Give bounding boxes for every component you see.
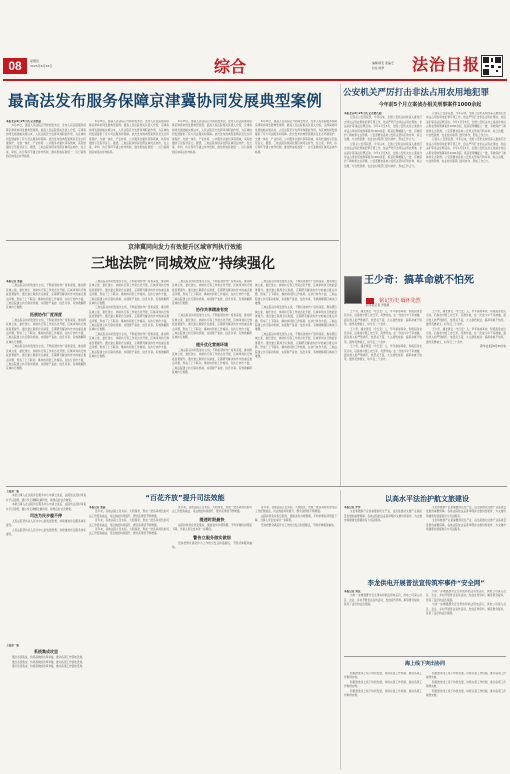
editor-credits: 编辑/顾宏 美编/王 校对/刘梦 <box>372 61 395 70</box>
paper-title-logo: 法治日报 <box>412 55 481 74</box>
lead-column-3 <box>172 120 252 238</box>
feature-column-2: 三地法院以协同发展为主线，不断拓展协作广度和深度，推动跨区域立案、委托送达、协助执行等工作常态化开展，区域审判执行效能显著提升。通过建立联席会议制度，定期研究解决协作中的重点难点问题，形成了上下联动、横向协同的工作格局。在执行协作方面，三地法院建立执行联动机制，实现财产查控、信息共享，有效破解跨区域执行难题。 三地法院以协同发展为主线，不断拓展协作广度和深度，推动跨区域立案、委托送达、协助执行等工作常态化开展，区域审判执行效能显著提升。通过建立联席会议制度，定期研究解决协作中的重点难点问题，形成了上下联动、横向协同的工作格局。在执行协作方面，三地法院建立执行联动机制，实现财产查控、信息共享，有效破解跨区域执行难题。 三地法院以协同发展为主线，不断拓展协作广度和深度，推动跨区域立案、委托送达、协助执行等工作常态化开展，区域审判执行效能显著提升。通过建立联席会议制度，定期研究解决协作中的重点难点问题，形成了上下联动、横向协同的工作格局。在执行协作方面，三地法院建立执行联动机制，实现财产查控、信息共享，有效破解跨区域执行难题。 <box>89 280 169 358</box>
right-bottom-column-1: 积极推进线上线下协同发展，持续完善工作机制，推动各项工作取得实效。 积极推进线上线下协同发展，持续完善工作机制，推动各项工作取得实效。 积极推进线上线下协同发展，持续完善工作机制，推动各项工作取得实效。 <box>344 672 422 698</box>
lead-body-1: 6月25日，最高人民法院召开新闻发布会，发布人民法院服务保障京津冀协同发展典型案例。最高人民法院相关负责人介绍，京津冀协同发展战略实施以来，人民法院充分发挥审判职能作用，为区域协同发展提供了有力司法服务和保障。此次发布的典型案例涉及生态环境保护、交通一体化、产业协同、公共服务共建共享等领域，具有较强的示范指导意义。据悉，三地法院持续深化跨区域司法协作，在立案、审判、执行等环节建立协作机制，推动形成标准统一、运行高效的区域司法协作格局。 <box>6 124 86 159</box>
lead-column-4 <box>255 120 337 238</box>
column-headline: 王少奇：搞革命就不怕死 <box>364 275 474 286</box>
feature-column-3: 三地法院以协同发展为主线，不断拓展协作广度和深度，推动跨区域立案、委托送达、协助执行等工作常态化开展，区域审判执行效能显著提升。通过建立联席会议制度，定期研究解决协作中的重点难点问题，形成了上下联动、横向协同的工作格局。在执行协作方面，三地法院建立执行联动机制，实现财产查控、信息共享，有效破解跨区域执行难题。 协作共享精准有效 三地法院以协同发展为主线，不断拓展协作广度和深度，推动跨区域立案、委托送达、协助执行等工作常态化开展，区域审判执行效能显著提升。通过建立联席会议制度，定期研究解决协作中的重点难点问题，形成了上下联动、横向协同的工作格局。在执行协作方面，三地法院建立执行联动机制，实现财产查控、信息共享，有效破解跨区域执行难题。 提升优化营商环境 三地法院以协同发展为主线，不断拓展协作广度和深度，推动跨区域立案、委托送达、协助执行等工作常态化开展，区域审判执行效能显著提升。通过建立联席会议制度，定期研究解决协作中的重点难点问题，形成了上下联动、横向协同的工作格局。在执行协作方面，三地法院建立执行联动机制，实现财产查控、信息共享，有效破解跨区域执行难题。 <box>172 280 252 374</box>
column-credit: 新华社北京6月25日电 <box>480 345 506 349</box>
column-text-2: 王少奇，湖北黄安（今红安）人，早年参加革命，积极投身农民运动，后参加中国工农红军，英勇作战。在一次战斗中不幸被捕，面对敌人的严刑拷打，他坚贞不屈，大义凛然地说：搞革命就不怕死。最终英勇就义，时年仅二十余岁。 王少奇，湖北黄安（今红安）人，早年参加革命，积极投身农民运动，后参加中国工农红军，英勇作战。在一次战斗中不幸被捕，面对敌人的严刑拷打，他坚贞不屈，大义凛然地说：搞革命就不怕死。最终英勇就义，时年仅二十余岁。 新华社北京6月25日电 <box>426 310 506 349</box>
column-byline: 新华社记者 尹思源 <box>366 303 390 307</box>
date-weekday: 星期四 <box>30 59 40 63</box>
left-low-subhead: 司法为民步履不停 <box>30 513 62 519</box>
middle-subhead-2: 警告立服务做实做细 <box>193 534 231 540</box>
bottom-left-kicker: 上接第一版 <box>6 644 19 647</box>
right-bottom-rule <box>344 656 506 657</box>
masthead-rule <box>3 79 507 81</box>
section-label: 综合 <box>214 57 247 76</box>
lower-divider <box>340 490 341 770</box>
column-kicker-block <box>366 290 506 304</box>
right-top-byline: 本报北京6月25日讯 记者董凡超 <box>344 112 382 115</box>
column-divider <box>340 84 341 486</box>
lead-bottom-rule <box>6 240 339 241</box>
feature-column-1: 本报记者 张晨 三地法院以协同发展为主线，不断拓展协作广度和深度，推动跨区域立案、委托送达、协助执行等工作常态化开展，区域审判执行效能显著提升。通过建立联席会议制度，定期研究解决协作中的重点难点问题，形成了上下联动、横向协同的工作格局。在执行协作方面，三地法院建立执行联动机制，实现财产查控、信息共享，有效破解跨区域执行难题。 拓展协作广度深度 三地法院以协同发展为主线，不断拓展协作广度和深度，推动跨区域立案、委托送达、协助执行等工作常态化开展，区域审判执行效能显著提升。通过建立联席会议制度，定期研究解决协作中的重点难点问题，形成了上下联动、横向协同的工作格局。在执行协作方面，三地法院建立执行联动机制，实现财产查控、信息共享，有效破解跨区域执行难题。 三地法院以协同发展为主线，不断拓展协作广度和深度，推动跨区域立案、委托送达、协助执行等工作常态化开展，区域审判执行效能显著提升。通过建立联席会议制度，定期研究解决协作中的重点难点问题，形成了上下联动、横向协同的工作格局。在执行协作方面，三地法院建立执行联动机制，实现财产查控、信息共享，有效破解跨区域执行难题。 <box>6 280 86 371</box>
right-mid-column-1: 本报记者 罗沙 文化和旅游产业是重要的民生产业，法治是推动文旅产业高质量发展的重要保障。各地法院依法妥善审理涉文旅纠纷案件，为文旅市场健康发展提供有力司法服务。 <box>344 506 422 523</box>
middle-headline: “百花齐放”提升司法效能 <box>145 494 225 502</box>
date-full: 2025年6月26日 <box>30 64 53 68</box>
mid-rule <box>6 486 507 487</box>
date-block <box>30 59 52 69</box>
right-mid-byline: 本报记者 罗沙 <box>344 506 361 509</box>
right-mid-headline: 以高水平法治护航文旅建设 <box>385 495 469 503</box>
feature-subhead-1: 拓展协作广度深度 <box>30 311 62 317</box>
lead-body-2: 6月25日，最高人民法院召开新闻发布会，发布人民法院服务保障京津冀协同发展典型案例。最高人民法院相关负责人介绍，京津冀协同发展战略实施以来，人民法院充分发挥审判职能作用，为区域协同发展提供了有力司法服务和保障。此次发布的典型案例涉及生态环境保护、交通一体化、产业协同、公共服务共建共享等领域，具有较强的示范指导意义。据悉，三地法院持续深化跨区域司法协作，在立案、审判、执行等环节建立协作机制，推动形成标准统一、运行高效的区域司法协作格局。 <box>89 120 169 154</box>
page-number-badge: 08 <box>3 58 27 74</box>
middle-byline: 本报记者 张晨 <box>89 506 106 509</box>
bottom-left-column: 上接第一版 系统集成攻坚 通过系统集成、协同高效的改革举措，推动各项工作落地见效。 通过系统集成、协同高效的改革举措，推动各项工作落地见效。 通过系统集成、协同高效的改革举措，推动各项工作落地见效。 <box>6 644 85 669</box>
feature-subhead-3: 提升优化营商环境 <box>196 341 228 347</box>
middle-column-3: 近年来，各地法院立足实际、大胆探索，形成一批各具特色的司法工作经验做法，司法效能持续提升，群众获得感不断增强。 法院持续优化诉讼服务，缩短案件办理周期，平均审理时间明显下降，当事人诉讼成本进一步降低。 坚持把群众满意作为工作的出发点和落脚点，不断延伸服务触角。 <box>255 506 337 527</box>
feature-subhead-2: 协作共享精准有效 <box>196 307 228 313</box>
lead-body-3: 6月25日，最高人民法院召开新闻发布会，发布人民法院服务保障京津冀协同发展典型案例。最高人民法院相关负责人介绍，京津冀协同发展战略实施以来，人民法院充分发挥审判职能作用，为区域协同发展提供了有力司法服务和保障。此次发布的典型案例涉及生态环境保护、交通一体化、产业协同、公共服务共建共享等领域，具有较强的示范指导意义。据悉，三地法院持续深化跨区域司法协作，在立案、审判、执行等环节建立协作机制，推动形成标准统一、运行高效的区域司法协作格局。 <box>172 120 252 154</box>
lead-byline: 本报北京6月25日讯 记者张晨 <box>6 120 41 123</box>
portrait-image <box>344 276 362 304</box>
right-low-column-1: 本报记者 刘沅 为进一步增强群众安全用电和依法用电意识，供电公司深入社区、企业、乡村开展普法宣传活动，发放宣传资料，解答群众疑问，营造了良好的法治氛围。 <box>344 590 422 607</box>
lead-column-1 <box>6 120 86 238</box>
right-low-byline: 本报记者 刘沅 <box>344 590 361 593</box>
right-top-headline: 公安机关严厉打击非法占用农用地犯罪 <box>343 88 490 98</box>
bottom-left-subhead: 系统集成攻坚 <box>34 649 58 655</box>
feature-byline: 本报记者 张晨 <box>6 280 23 283</box>
feature-headline: 三地法院“同城效应”持续强化 <box>90 256 276 272</box>
feature-kicker: 京津冀同向发力有效提升区域审判执行效能 <box>127 244 242 251</box>
middle-subhead-1: 提速时限最快 <box>199 516 225 522</box>
qr-code-icon <box>481 55 503 77</box>
right-low-column-2: 为进一步增强群众安全用电和依法用电意识，供电公司深入社区、企业、乡村开展普法宣传活动，发放宣传资料，解答群众疑问，营造了良好的法治氛围。 为进一步增强群众安全用电和依法用电意识，供电公司深入社区、企业、乡村开展普法宣传活动，发放宣传资料，解答群众疑问，营造了良好的法治氛围。 <box>426 590 506 616</box>
right-low-headline: 李龙供电开展普法宣传筑牢事件“安全网” <box>367 579 485 587</box>
middle-column-2: 近年来，各地法院立足实际、大胆探索，形成一批各具特色的司法工作经验做法，司法效能持续提升，群众获得感不断增强。 提速时限最快 法院持续优化诉讼服务，缩短案件办理周期，平均审理时间明显下降，当事人诉讼成本进一步降低。 警告立服务做实做细 坚持把群众满意作为工作的出发点和落脚点，不断延伸服务触角。 <box>172 506 252 550</box>
right-bottom-column-2: 积极推进线上线下协同发展，持续完善工作机制，推动各项工作取得实效。 积极推进线上线下协同发展，持续完善工作机制，推动各项工作取得实效。 积极推进线上线下协同发展，持续完善工作机制，推动各项工作取得实效。 <box>426 672 506 698</box>
left-low-kicker: 上接第一版 <box>6 490 19 493</box>
feature-column-4: 三地法院以协同发展为主线，不断拓展协作广度和深度，推动跨区域立案、委托送达、协助执行等工作常态化开展，区域审判执行效能显著提升。通过建立联席会议制度，定期研究解决协作中的重点难点问题，形成了上下联动、横向协同的工作格局。在执行协作方面，三地法院建立执行联动机制，实现财产查控、信息共享，有效破解跨区域执行难题。 三地法院以协同发展为主线，不断拓展协作广度和深度，推动跨区域立案、委托送达、协助执行等工作常态化开展，区域审判执行效能显著提升。通过建立联席会议制度，定期研究解决协作中的重点难点问题，形成了上下联动、横向协同的工作格局。在执行协作方面，三地法院建立执行联动机制，实现财产查控、信息共享，有效破解跨区域执行难题。 三地法院以协同发展为主线，不断拓展协作广度和深度，推动跨区域立案、委托送达、协助执行等工作常态化开展，区域审判执行效能显著提升。通过建立联席会议制度，定期研究解决协作中的重点难点问题，形成了上下联动、横向协同的工作格局。在执行协作方面，三地法院建立执行联动机制，实现财产查控、信息共享，有效破解跨区域执行难题。 <box>255 280 337 358</box>
right-top-column-1: 本报北京6月25日讯 记者董凡超 记者从公安部获悉，今年以来，全国公安机关持续深入推进打击非法占用农用地犯罪专项工作，依法严厉打击非法占用农用地、非法采矿等违法犯罪活动。今年1月至5月，全国公安机关共立案侦办非法占用农用地刑事案件1000余起，抓获犯罪嫌疑人一批，有效保护了耕地和生态资源。公安部要求各地公安机关坚持打防并举、综合治理，与自然资源、农业农村等部门密切协作，形成工作合力。 记者从公安部获悉，今年以来，全国公安机关持续深入推进打击非法占用农用地犯罪专项工作，依法严厉打击非法占用农用地、非法采矿等违法犯罪活动。今年1月至5月，全国公安机关共立案侦办非法占用农用地刑事案件1000余起，抓获犯罪嫌疑人一批，有效保护了耕地和生态资源。公安部要求各地公安机关坚持打防并举、综合治理，与自然资源、农业农村等部门密切协作，形成工作合力。 <box>344 112 422 168</box>
right-bottom-headline: 海上线下突出协同 <box>404 661 445 667</box>
right-top-column-2: 记者从公安部获悉，今年以来，全国公安机关持续深入推进打击非法占用农用地犯罪专项工作，依法严厉打击非法占用农用地、非法采矿等违法犯罪活动。今年1月至5月，全国公安机关共立案侦办非法占用农用地刑事案件1000余起，抓获犯罪嫌疑人一批，有效保护了耕地和生态资源。公安部要求各地公安机关坚持打防并举、综合治理，与自然资源、农业农村等部门密切协作，形成工作合力。 记者从公安部获悉，今年以来，全国公安机关持续深入推进打击非法占用农用地犯罪专项工作，依法严厉打击非法占用农用地、非法采矿等违法犯罪活动。今年1月至5月，全国公安机关共立案侦办非法占用农用地刑事案件1000余起，抓获犯罪嫌疑人一批，有效保护了耕地和生态资源。公安部要求各地公安机关坚持打防并举、综合治理，与自然资源、农业农村等部门密切协作，形成工作合力。 <box>426 112 506 164</box>
right-top-subhead: 今年前5个月立案侦办相关刑事案件1000余起 <box>378 102 482 108</box>
lead-column-2 <box>89 120 169 238</box>
right-mid-column-2: 文化和旅游产业是重要的民生产业，法治是推动文旅产业高质量发展的重要保障。各地法院依法妥善审理涉文旅纠纷案件，为文旅市场健康发展提供有力司法服务。 文化和旅游产业是重要的民生产业，法治是推动文旅产业高质量发展的重要保障。各地法院依法妥善审理涉文旅纠纷案件，为文旅市场健康发展提供有力司法服务。 <box>426 506 506 532</box>
lead-body-4: 6月25日，最高人民法院召开新闻发布会，发布人民法院服务保障京津冀协同发展典型案例。最高人民法院相关负责人介绍，京津冀协同发展战略实施以来，人民法院充分发挥审判职能作用，为区域协同发展提供了有力司法服务和保障。此次发布的典型案例涉及生态环境保护、交通一体化、产业协同、公共服务共建共享等领域，具有较强的示范指导意义。据悉，三地法院持续深化跨区域司法协作，在立案、审判、执行等环节建立协作机制，推动形成标准统一、运行高效的区域司法协作格局。 <box>255 120 337 154</box>
middle-column-1: 本报记者 张晨 近年来，各地法院立足实际、大胆探索，形成一批各具特色的司法工作经验做法，司法效能持续提升，群众获得感不断增强。 近年来，各地法院立足实际、大胆探索，形成一批各具特色的司法工作经验做法，司法效能持续提升，群众获得感不断增强。 近年来，各地法院立足实际、大胆探索，形成一批各具特色的司法工作经验做法，司法效能持续提升，群众获得感不断增强。 <box>89 506 169 536</box>
lead-headline: 最高法发布服务保障京津冀协同发展典型案例 <box>8 92 323 110</box>
column-kicker: 铭记历史 缅怀先烈 <box>379 298 421 304</box>
column-text-1: 王少奇，湖北黄安（今红安）人，早年参加革命，积极投身农民运动，后参加中国工农红军，英勇作战。在一次战斗中不幸被捕，面对敌人的严刑拷打，他坚贞不屈，大义凛然地说：搞革命就不怕死。最终英勇就义，时年仅二十余岁。 王少奇，湖北黄安（今红安）人，早年参加革命，积极投身农民运动，后参加中国工农红军，英勇作战。在一次战斗中不幸被捕，面对敌人的严刑拷打，他坚贞不屈，大义凛然地说：搞革命就不怕死。最终英勇就义，时年仅二十余岁。 王少奇，湖北黄安（今红安）人，早年参加革命，积极投身农民运动，后参加中国工农红军，英勇作战。在一次战斗中不幸被捕，面对敌人的严刑拷打，他坚贞不屈，大义凛然地说：搞革命就不怕死。最终英勇就义，时年仅二十余岁。 <box>344 310 422 362</box>
left-low-column: 上接第一版 本案当事人在法院诉讼服务中心申请立案后，法院依法及时审查并予以受理，通过多元调解化解纠纷，取得良好社会效果。 本案当事人在法院诉讼服务中心申请立案后，法院依法及时审查并予以受理，通过多元调解化解纠纷，取得良好社会效果。 司法为民步履不停 人民法院坚持以人民为中心的发展思想，持续推进诉讼服务体系建设。 人民法院坚持以人民为中心的发展思想，持续推进诉讼服务体系建设。 <box>6 490 86 537</box>
